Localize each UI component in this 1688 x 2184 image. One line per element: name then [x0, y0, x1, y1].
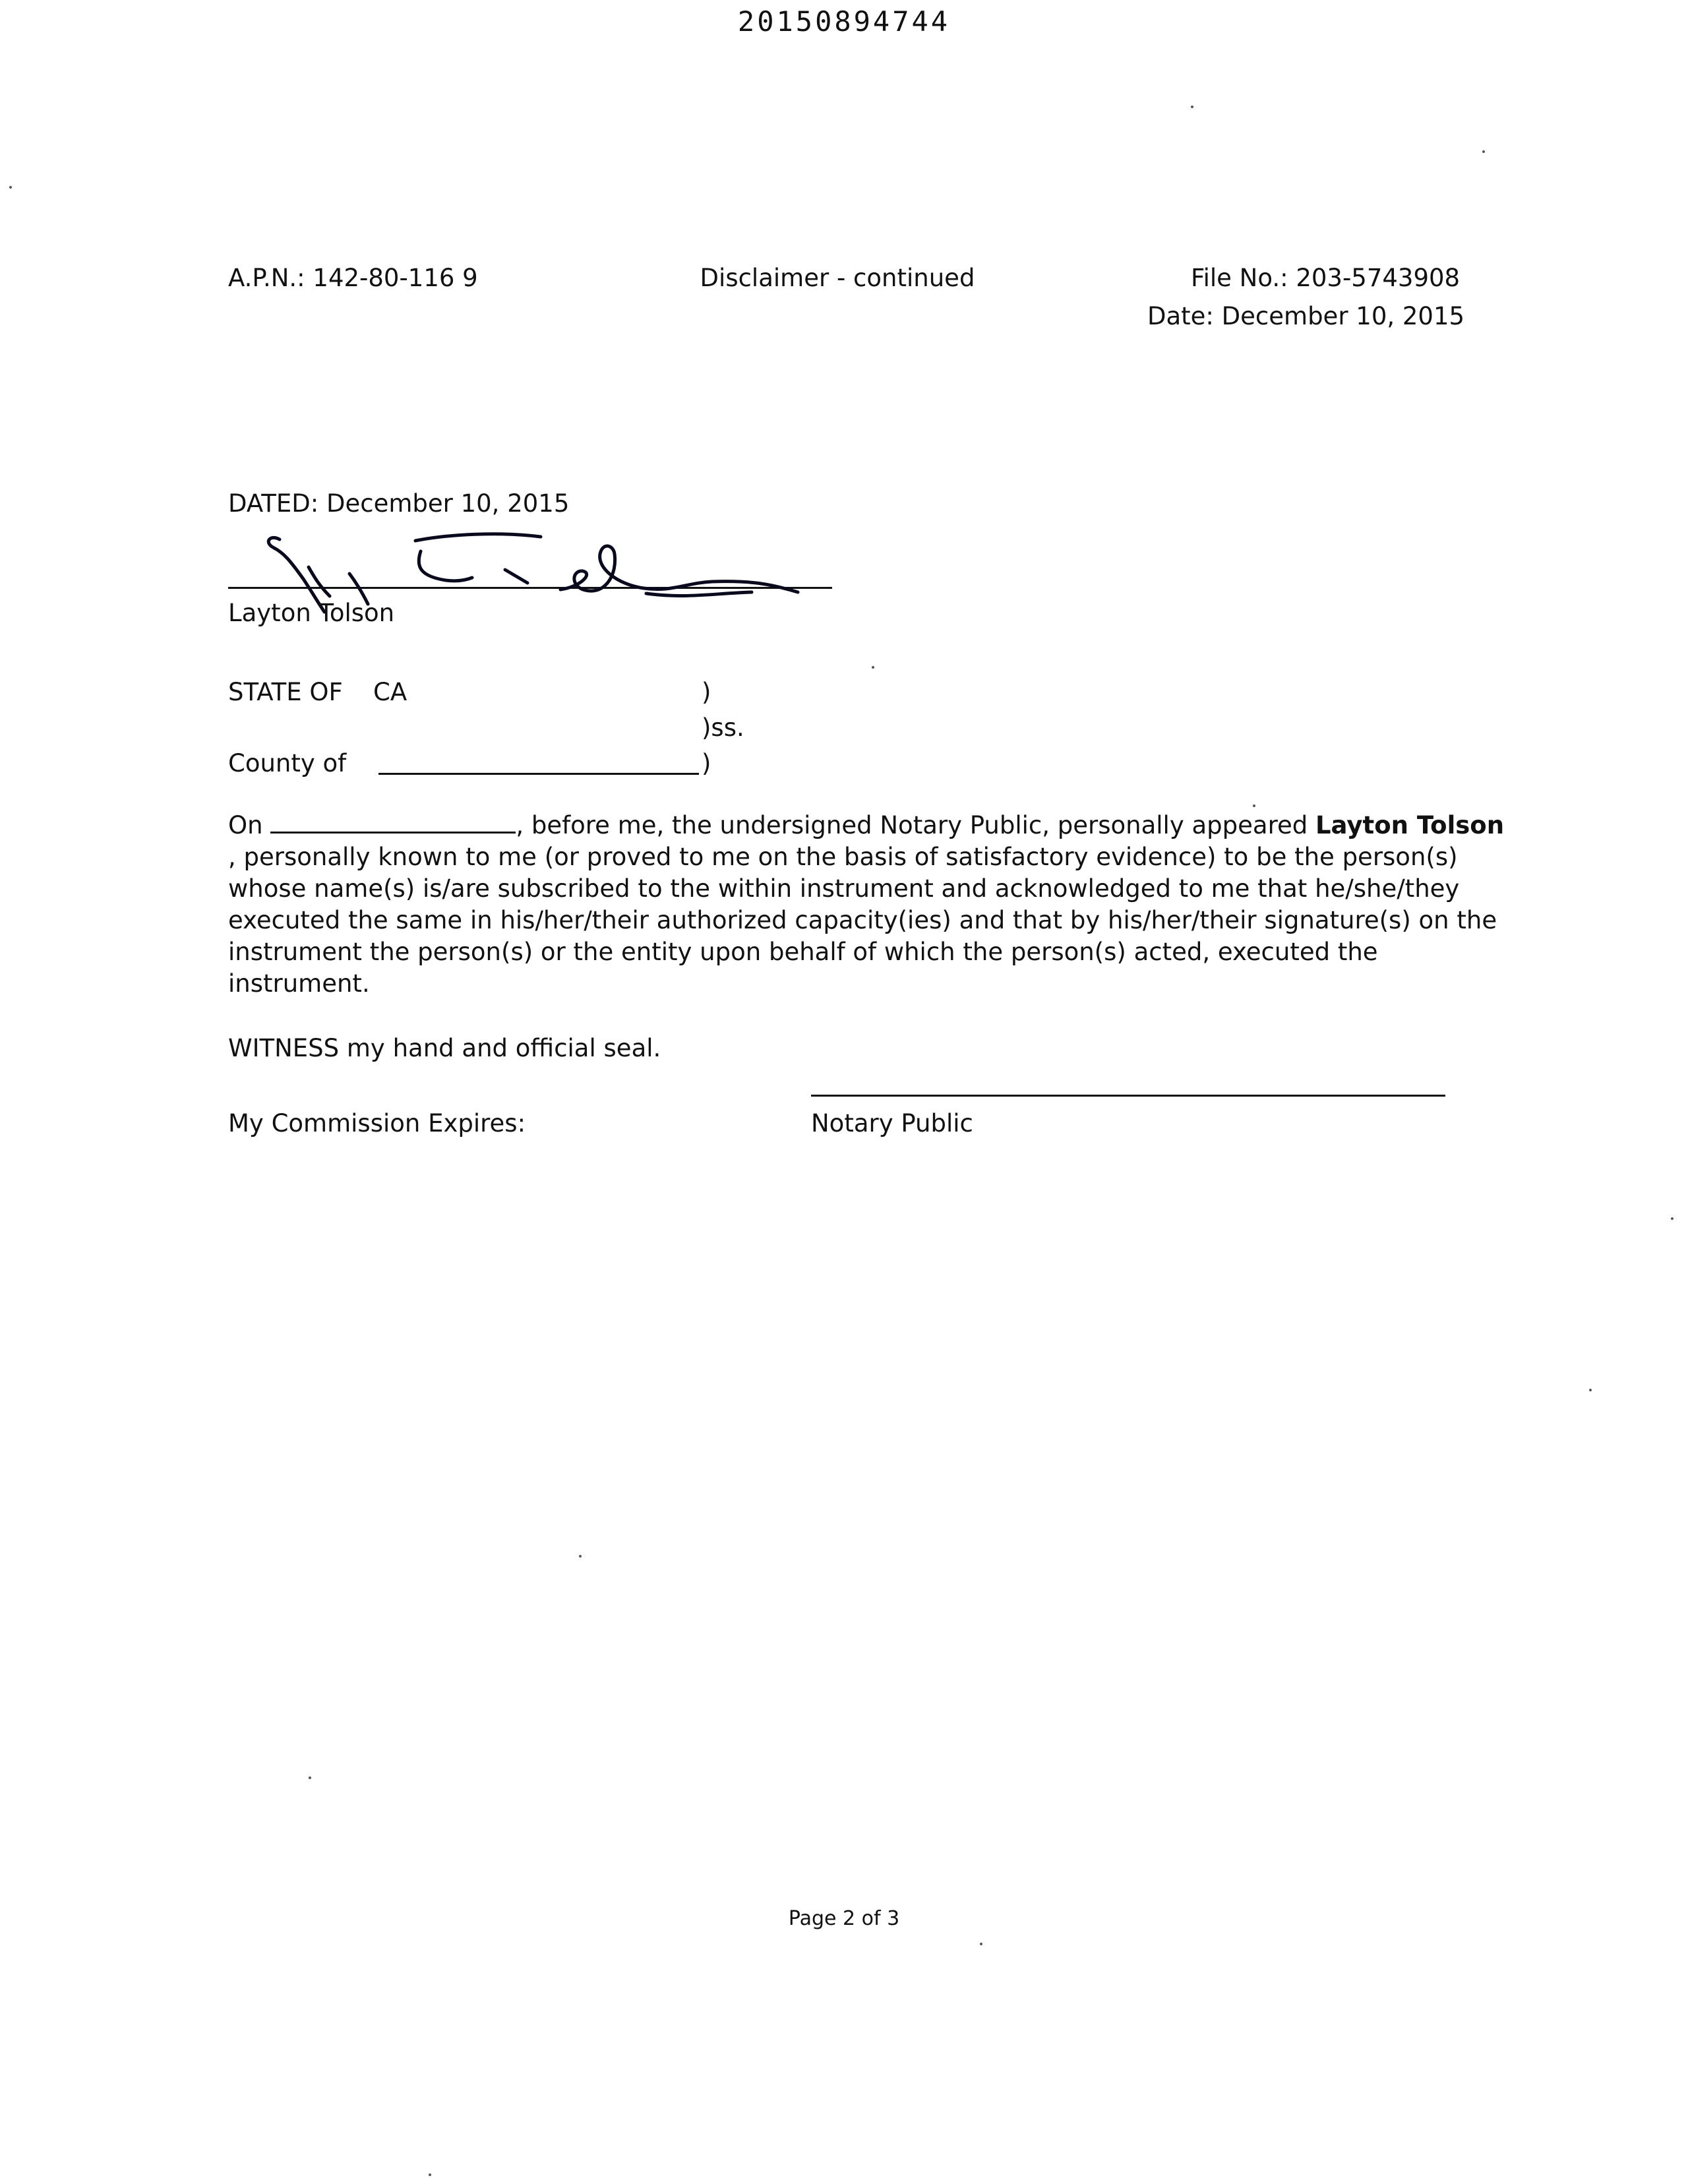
paren-ss: )ss. — [702, 713, 744, 742]
scan-speck — [980, 1943, 982, 1945]
state-label: STATE OF — [228, 678, 343, 706]
dated-line: DATED: December 10, 2015 — [228, 489, 570, 518]
acknowledgment-line-2: , personally known to me (or proved to me on the basis of satisfactory evidence) to be the person(s) — [228, 843, 1458, 871]
before-me-text: , before me, the undersigned Notary Public, personally appeared — [516, 811, 1315, 839]
scan-speck — [872, 666, 874, 669]
signer-name: Layton Tolson — [228, 599, 395, 627]
notary-public-label: Notary Public — [811, 1109, 973, 1138]
scan-speck — [429, 2173, 431, 2176]
acknowledgment-line-1 — [228, 810, 1505, 841]
county-blank-line[interactable] — [378, 773, 699, 775]
commission-expires-label: My Commission Expires: — [228, 1109, 526, 1138]
scan-speck — [309, 1776, 311, 1779]
scan-speck — [1191, 106, 1193, 108]
scan-speck — [9, 186, 12, 189]
on-label: On — [228, 811, 263, 839]
file-number: File No.: 203-5743908 — [1191, 264, 1461, 292]
page-number: Page 2 of 3 — [788, 1907, 900, 1930]
acknowledgment-line-4: executed the same in his/her/their authorized capacity(ies) and that by his/her/their signature(s) on the — [228, 906, 1497, 934]
section-title: Disclaimer - continued — [700, 264, 975, 292]
acknowledgment-line-6: instrument. — [228, 969, 370, 998]
paren-top: ) — [702, 678, 711, 706]
apn-label: A.P.N.: 142-80-116 9 — [228, 264, 478, 292]
scan-speck — [1589, 1389, 1592, 1391]
county-label: County of — [228, 749, 347, 777]
acknowledgment-line-5: instrument the person(s) or the entity upon behalf of which the person(s) acted, executed the — [228, 938, 1378, 966]
scan-speck — [1671, 1217, 1673, 1220]
paren-bottom: ) — [702, 749, 711, 777]
scan-speck — [1482, 150, 1485, 153]
document-number: 20150894744 — [737, 5, 951, 38]
state-value: CA — [373, 678, 407, 706]
header-date: Date: December 10, 2015 — [1147, 302, 1465, 330]
scan-speck — [1253, 804, 1255, 807]
scan-speck — [579, 1555, 582, 1558]
notary-signature-line[interactable] — [811, 1095, 1445, 1097]
appeared-name: Layton Tolson — [1315, 811, 1505, 839]
date-blank-line[interactable] — [270, 813, 516, 834]
witness-line: WITNESS my hand and official seal. — [228, 1034, 661, 1062]
acknowledgment-line-3: whose name(s) is/are subscribed to the within instrument and acknowledged to me that he/she/they — [228, 874, 1460, 903]
acknowledgment-paragraph — [228, 810, 1505, 1000]
